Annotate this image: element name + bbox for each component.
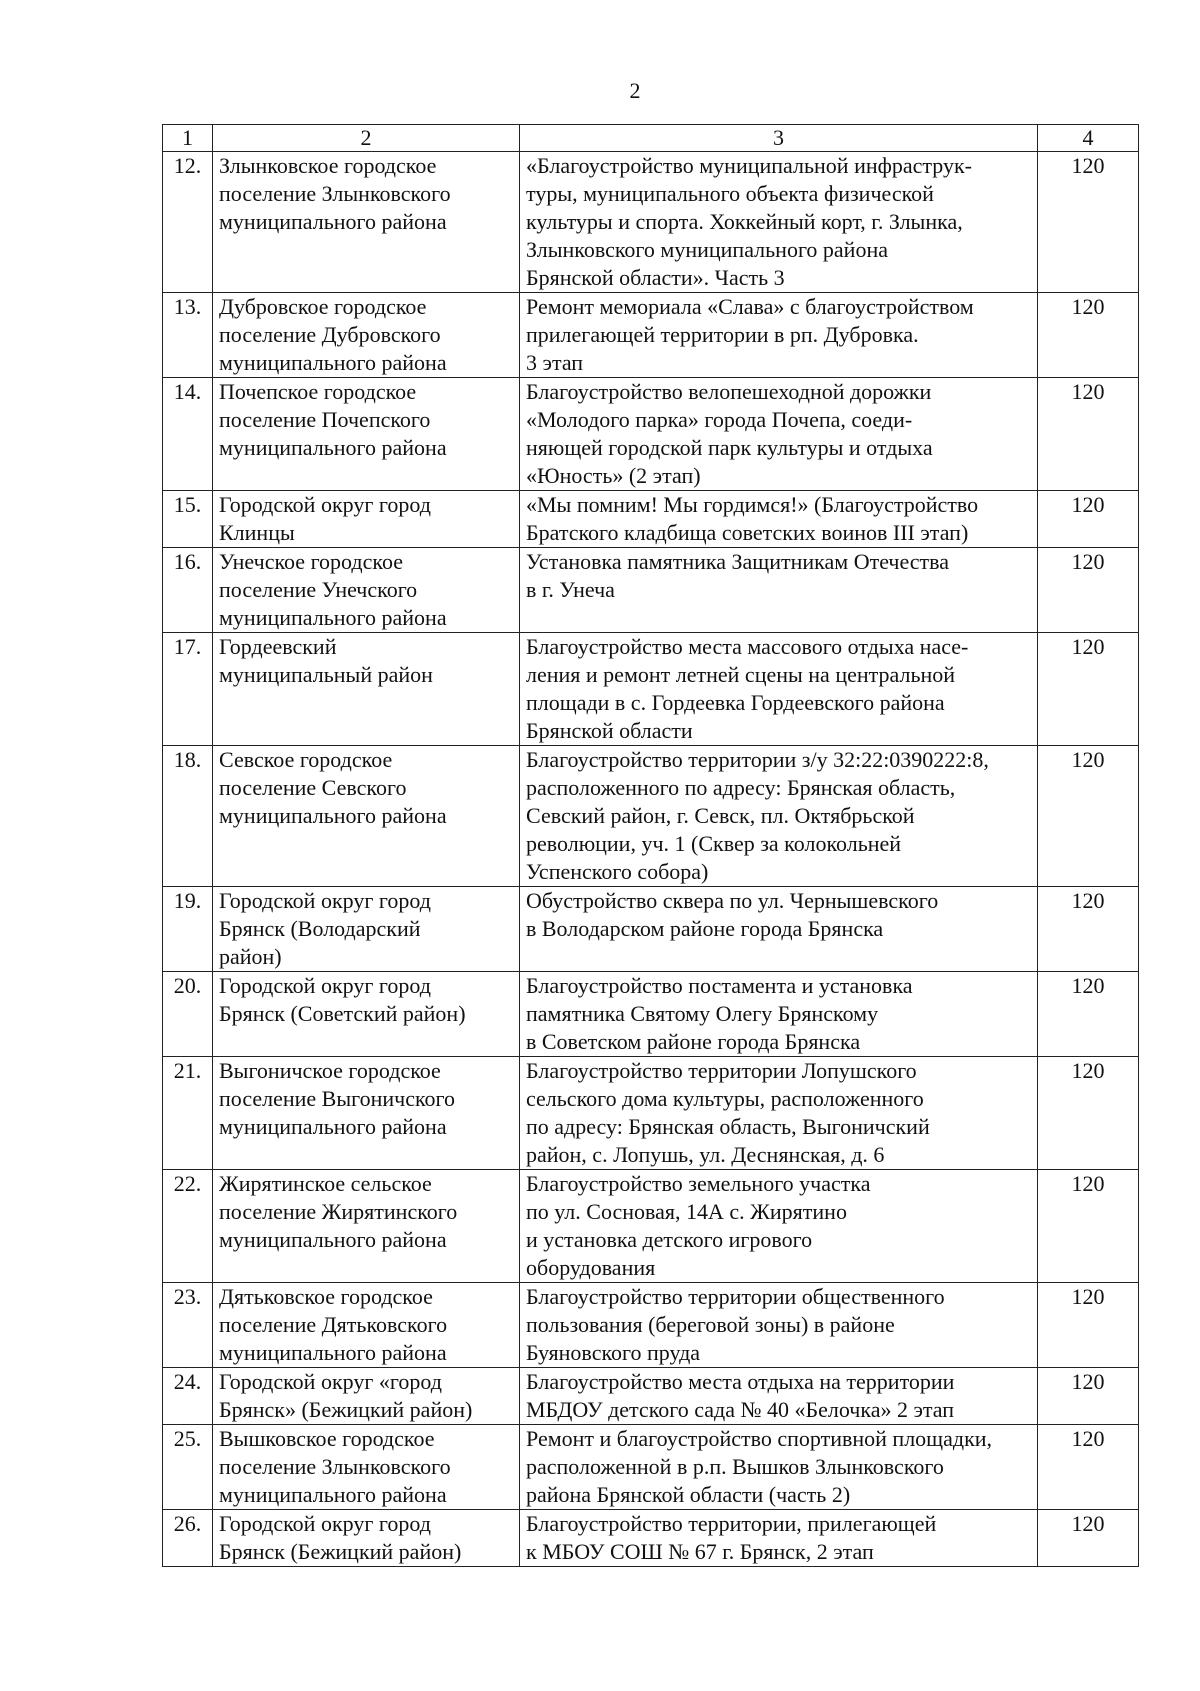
- project-cell-line: Благоустройство территории, прилегающей: [526, 1511, 937, 1536]
- municipality-cell-line: муниципального района: [219, 1114, 447, 1139]
- municipality-cell: [213, 152, 520, 293]
- municipality-cell-line: муниципального района: [219, 605, 447, 630]
- row-number: 26.: [163, 1510, 213, 1567]
- project-cell-line: расположенного по адресу: Брянская область,: [526, 775, 956, 800]
- municipality-cell-line: район): [219, 944, 282, 969]
- project-cell-line: к МБОУ СОШ № 67 г. Брянск, 2 этап: [526, 1539, 874, 1564]
- municipality-cell-line: Унечское городское: [219, 549, 403, 574]
- amount-cell: 120: [1038, 152, 1139, 293]
- municipality-cell-line: Дубровское городское: [219, 294, 427, 319]
- project-cell-line: Благоустройство места массового отдыха насе-: [526, 634, 969, 659]
- project-cell: [520, 378, 1038, 491]
- amount-cell: 120: [1038, 1510, 1139, 1567]
- project-cell: [520, 1170, 1038, 1283]
- municipality-cell-line: Дятьковское городское: [219, 1284, 433, 1309]
- row-number: 16.: [163, 548, 213, 633]
- project-cell-line: культуры и спорта. Хоккейный корт, г. Злынка,: [526, 209, 963, 234]
- municipality-cell-line: муниципального района: [219, 1340, 447, 1365]
- project-cell-line: площади в с. Гордеевка Гордеевского района: [526, 690, 945, 715]
- municipality-cell-line: муниципального района: [219, 435, 447, 460]
- table-row: [163, 293, 1139, 378]
- row-number: 17.: [163, 633, 213, 746]
- municipality-cell-line: Городской округ город: [219, 1511, 431, 1536]
- project-cell-line: Брянской области: [526, 718, 693, 743]
- column-header-number: 1: [163, 125, 213, 152]
- table-row: [163, 378, 1139, 491]
- project-cell: [520, 491, 1038, 548]
- municipality-cell-line: Севское городское: [219, 747, 393, 772]
- row-number: 13.: [163, 293, 213, 378]
- project-cell: [520, 548, 1038, 633]
- municipality-cell: [213, 1283, 520, 1368]
- municipality-cell-line: поселение Дубровского: [219, 322, 441, 347]
- municipality-cell-line: Гордеевский: [219, 634, 337, 659]
- row-number: 22.: [163, 1170, 213, 1283]
- project-cell-line: памятника Святому Олегу Брянскому: [526, 1001, 879, 1026]
- municipality-cell: [213, 1510, 520, 1567]
- project-cell-line: туры, муниципального объекта физической: [526, 181, 934, 206]
- municipality-cell-line: поселение Злынковского: [219, 181, 451, 206]
- table-row: [163, 1368, 1139, 1425]
- row-number: 23.: [163, 1283, 213, 1368]
- amount-cell: 120: [1038, 972, 1139, 1057]
- project-cell: [520, 152, 1038, 293]
- project-cell-line: Злынковского муниципального района: [526, 237, 888, 262]
- municipality-cell: [213, 633, 520, 746]
- project-cell-line: Установка памятника Защитникам Отечества: [526, 549, 950, 574]
- municipality-cell: [213, 1170, 520, 1283]
- project-cell-line: оборудования: [526, 1255, 656, 1280]
- municipality-cell-line: Жирятинское сельское: [219, 1171, 432, 1196]
- project-cell-line: «Благоустройство муниципальной инфраструк-: [526, 153, 973, 178]
- project-cell-line: Ремонт мемориала «Слава» с благоустройством: [526, 294, 974, 319]
- project-cell-line: «Юность» (2 этап): [526, 463, 701, 488]
- municipality-cell-line: поселение Почепского: [219, 407, 431, 432]
- project-cell-line: и установка детского игрового: [526, 1227, 813, 1252]
- table-row: [163, 491, 1139, 548]
- project-cell: [520, 746, 1038, 887]
- table-row: [163, 887, 1139, 972]
- table-row: [163, 152, 1139, 293]
- table-row: [163, 1057, 1139, 1170]
- project-cell-line: сельского дома культуры, расположенного: [526, 1086, 924, 1111]
- municipality-cell: [213, 378, 520, 491]
- project-cell-line: няющей городской парк культуры и отдыха: [526, 435, 933, 460]
- project-cell-line: Успенского собора): [526, 859, 709, 884]
- project-cell-line: район, с. Лопушь, ул. Деснянская, д. 6: [526, 1142, 885, 1167]
- municipality-cell-line: Городской округ город: [219, 492, 431, 517]
- municipality-cell: [213, 1425, 520, 1510]
- project-cell-line: МБДОУ детского сада № 40 «Белочка» 2 этап: [526, 1397, 955, 1422]
- table-row: [163, 633, 1139, 746]
- amount-cell: 120: [1038, 1368, 1139, 1425]
- project-cell-line: расположенной в р.п. Вышков Злынковского: [526, 1454, 944, 1479]
- municipality-cell: [213, 1057, 520, 1170]
- municipality-cell-line: муниципального района: [219, 350, 447, 375]
- municipality-cell-line: Брянск» (Бежицкий район): [219, 1397, 473, 1422]
- project-cell-line: пользования (береговой зоны) в районе: [526, 1312, 895, 1337]
- project-cell-line: Благоустройство территории Лопушского: [526, 1058, 917, 1083]
- municipality-cell-line: поселение Выгоничского: [219, 1086, 456, 1111]
- project-cell: [520, 1510, 1038, 1567]
- project-cell: [520, 293, 1038, 378]
- row-number: 25.: [163, 1425, 213, 1510]
- row-number: 20.: [163, 972, 213, 1057]
- amount-cell: 120: [1038, 1057, 1139, 1170]
- project-cell-line: Брянской области». Часть 3: [526, 265, 785, 290]
- project-cell-line: Братского кладбища советских воинов III этап): [526, 520, 969, 545]
- amount-cell: 120: [1038, 887, 1139, 972]
- project-cell: [520, 633, 1038, 746]
- amount-cell: 120: [1038, 633, 1139, 746]
- municipality-cell-line: Выгоничское городское: [219, 1058, 441, 1083]
- projects-table-body: [163, 125, 1139, 1567]
- row-number: 14.: [163, 378, 213, 491]
- municipality-cell-line: Городской округ город: [219, 888, 431, 913]
- table-row: [163, 1170, 1139, 1283]
- project-cell: [520, 887, 1038, 972]
- column-header-municipality: 2: [213, 125, 520, 152]
- column-header-project: 3: [520, 125, 1038, 152]
- page-number: 2: [629, 78, 641, 103]
- municipality-cell-line: муниципального района: [219, 209, 447, 234]
- row-number: 18.: [163, 746, 213, 887]
- project-cell-line: района Брянской области (часть 2): [526, 1482, 851, 1507]
- municipality-cell: [213, 548, 520, 633]
- municipality-cell-line: Вышковское городское: [219, 1426, 435, 1451]
- project-cell-line: «Мы помним! Мы гордимся!» (Благоустройство: [526, 492, 979, 517]
- row-number: 24.: [163, 1368, 213, 1425]
- row-number: 19.: [163, 887, 213, 972]
- project-cell: [520, 972, 1038, 1057]
- municipality-cell-line: Брянск (Бежицкий район): [219, 1539, 462, 1564]
- municipality-cell-line: муниципального района: [219, 1227, 447, 1252]
- project-cell-line: Благоустройство территории з/у 32:22:0390222:8,: [526, 747, 989, 772]
- project-cell: [520, 1368, 1038, 1425]
- project-cell-line: ления и ремонт летней сцены на центральной: [526, 662, 956, 687]
- table-row: [163, 1425, 1139, 1510]
- municipality-cell: [213, 887, 520, 972]
- row-number: 12.: [163, 152, 213, 293]
- projects-table: [162, 124, 1139, 1567]
- municipality-cell-line: поселение Жирятинского: [219, 1199, 458, 1224]
- municipality-cell-line: Городской округ «город: [219, 1369, 442, 1394]
- project-cell-line: Ремонт и благоустройство спортивной площадки,: [526, 1426, 993, 1451]
- municipality-cell-line: муниципальный район: [219, 662, 433, 687]
- municipality-cell: [213, 746, 520, 887]
- amount-cell: 120: [1038, 548, 1139, 633]
- municipality-cell-line: поселение Дятьковского: [219, 1312, 448, 1337]
- municipality-cell-line: муниципального района: [219, 1482, 447, 1507]
- municipality-cell-line: Почепское городское: [219, 379, 417, 404]
- project-cell-line: Благоустройство земельного участка: [526, 1171, 871, 1196]
- project-cell-line: Благоустройство места отдыха на территории: [526, 1369, 955, 1394]
- project-cell-line: Севский район, г. Севск, пл. Октябрьской: [526, 803, 915, 828]
- amount-cell: 120: [1038, 1425, 1139, 1510]
- municipality-cell-line: поселение Севского: [219, 775, 407, 800]
- municipality-cell-line: поселение Унечского: [219, 577, 418, 602]
- project-cell-line: прилегающей территории в рп. Дубровка.: [526, 322, 919, 347]
- project-cell-line: по адресу: Брянская область, Выгоничский: [526, 1114, 930, 1139]
- municipality-cell-line: поселение Злынковского: [219, 1454, 451, 1479]
- amount-cell: 120: [1038, 746, 1139, 887]
- amount-cell: 120: [1038, 1283, 1139, 1368]
- row-number: 15.: [163, 491, 213, 548]
- municipality-cell-line: Брянск (Володарский: [219, 916, 421, 941]
- amount-cell: 120: [1038, 491, 1139, 548]
- project-cell-line: по ул. Сосновая, 14А с. Жирятино: [526, 1199, 847, 1224]
- amount-cell: 120: [1038, 1170, 1139, 1283]
- municipality-cell-line: муниципального района: [219, 803, 447, 828]
- table-header-row: [163, 125, 1139, 152]
- table-row: [163, 746, 1139, 887]
- column-header-amount: 4: [1038, 125, 1139, 152]
- municipality-cell-line: Городской округ город: [219, 973, 431, 998]
- table-row: [163, 1283, 1139, 1368]
- table-row: [163, 972, 1139, 1057]
- row-number: 21.: [163, 1057, 213, 1170]
- project-cell-line: «Молодого парка» города Почепа, соеди-: [526, 407, 913, 432]
- project-cell-line: в Советском районе города Брянска: [526, 1029, 861, 1054]
- project-cell-line: Обустройство сквера по ул. Чернышевского: [526, 888, 939, 913]
- project-cell-line: Благоустройство велопешеходной дорожки: [526, 379, 932, 404]
- municipality-cell-line: Брянск (Советский район): [219, 1001, 466, 1026]
- municipality-cell: [213, 293, 520, 378]
- municipality-cell: [213, 972, 520, 1057]
- project-cell-line: в Володарском районе города Брянска: [526, 916, 884, 941]
- project-cell: [520, 1283, 1038, 1368]
- project-cell: [520, 1057, 1038, 1170]
- project-cell-line: революции, уч. 1 (Сквер за колокольней: [526, 831, 902, 856]
- amount-cell: 120: [1038, 293, 1139, 378]
- table-row: [163, 548, 1139, 633]
- municipality-cell: [213, 491, 520, 548]
- project-cell-line: Благоустройство постамента и установка: [526, 973, 913, 998]
- municipality-cell-line: Клинцы: [219, 520, 295, 545]
- municipality-cell-line: Злынковское городское: [219, 153, 437, 178]
- project-cell: [520, 1425, 1038, 1510]
- project-cell-line: 3 этап: [526, 350, 584, 375]
- amount-cell: 120: [1038, 378, 1139, 491]
- table-row: [163, 1510, 1139, 1567]
- project-cell-line: Благоустройство территории общественного: [526, 1284, 945, 1309]
- project-cell-line: в г. Унеча: [526, 577, 615, 602]
- municipality-cell: [213, 1368, 520, 1425]
- project-cell-line: Буяновского пруда: [526, 1340, 701, 1365]
